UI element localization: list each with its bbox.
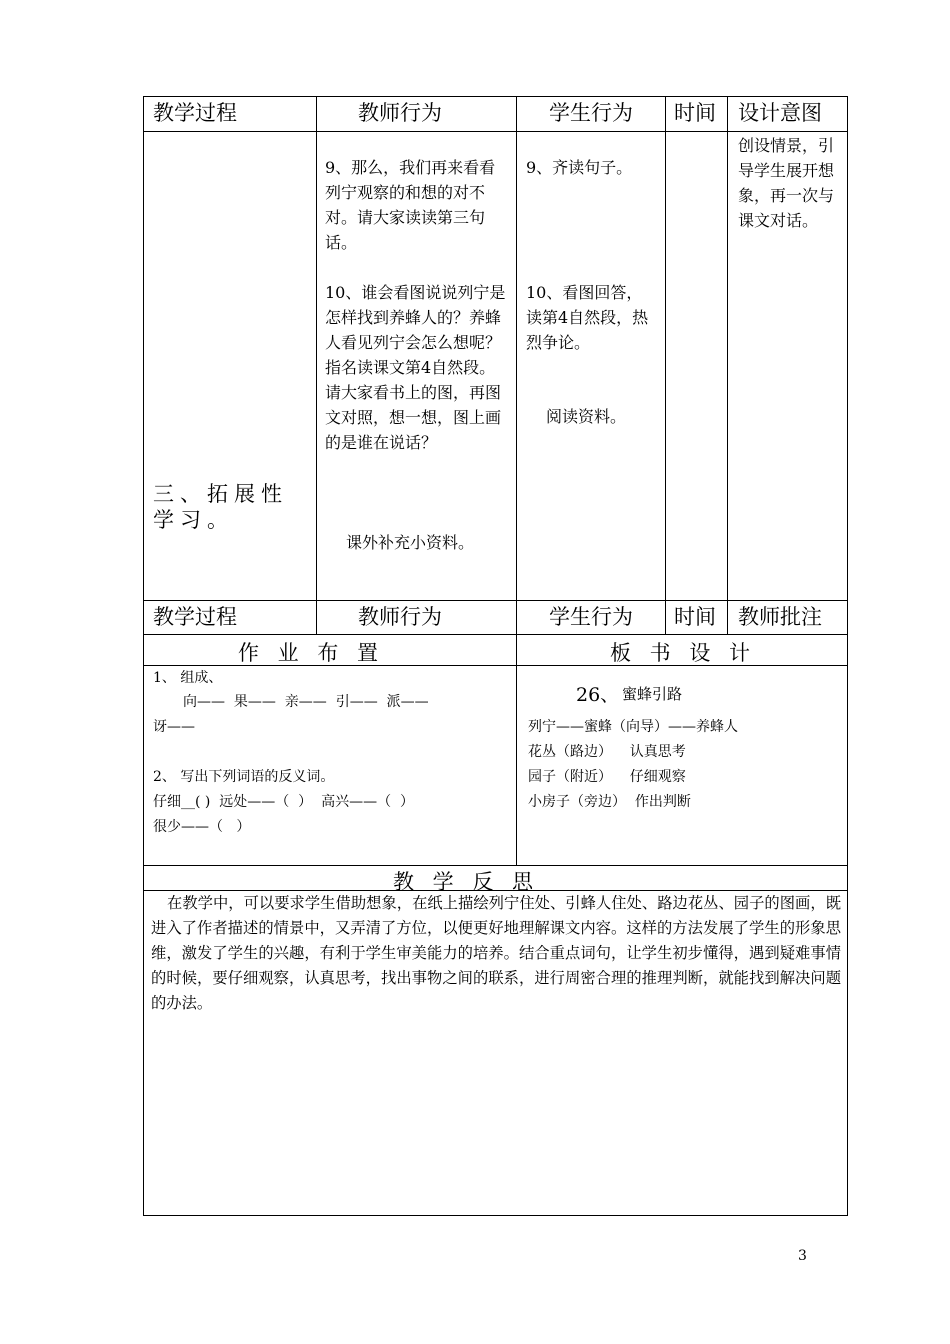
homework-title: 作 业 布 置	[238, 641, 385, 665]
col-divider-3	[665, 96, 666, 635]
header2-process: 教学过程	[153, 605, 237, 629]
teacher-step-9: 9、那么，我们再来看看列宁观察的和想的对不对。请大家读读第三句话。	[325, 158, 496, 252]
header2-notes: 教师批注	[738, 605, 822, 629]
header1-process: 教学过程	[153, 101, 237, 125]
design-intent: 创设情景，引导学生展开想象，再一次与课文对话。	[738, 136, 835, 230]
board-line-3: 园子（附近） 仔细观察	[528, 769, 686, 785]
board-lesson-number: 26、	[576, 684, 620, 706]
student-step-9: 9、齐读句子。	[526, 158, 633, 177]
page-number: 3	[798, 1248, 807, 1264]
col-divider-1	[316, 96, 317, 635]
col-divider-4	[727, 96, 728, 635]
reflection-title: 教 学 反 思	[393, 870, 540, 894]
homework-item1-tail: 讶——	[153, 719, 195, 735]
board-lesson-title: 蜜蜂引路	[622, 685, 683, 703]
homework-item2-label: 2、 写出下列词语的反义词。	[153, 769, 335, 785]
col-divider-2	[516, 96, 517, 865]
homework-item2-line1: 仔细__( ) 远处——（ ） 高兴——（ ）	[153, 794, 414, 810]
homework-item1-words: 向—— 果—— 亲—— 引—— 派——	[183, 694, 429, 710]
student-reading: 阅读资料。	[546, 407, 627, 426]
table-border-left	[143, 96, 144, 1216]
header1-bottom-border	[143, 131, 848, 132]
process-extension: 三、拓展性学习。	[153, 482, 288, 532]
board-line-2: 花丛（路边） 认真思考	[528, 744, 686, 760]
teacher-step-10: 10、谁会看图说说列宁是怎样找到养蜂人的？养蜂人看见列宁会怎么想呢？指名读课文第4自然段。请大家看书上的图，再图文对照，想一想，图上画的是谁在说话？	[325, 283, 506, 452]
header2-teacher: 教师行为	[358, 605, 442, 629]
teacher-column	[325, 155, 509, 455]
table-bottom-border	[143, 1215, 848, 1216]
board-line-1: 列宁——蜜蜂（向导）——养蜂人	[528, 719, 738, 735]
header1-design: 设计意图	[738, 101, 822, 125]
header2-time: 时间	[674, 605, 716, 629]
table-top-border	[143, 96, 848, 97]
board-title: 板 书 设 计	[610, 641, 757, 665]
header2-bottom-border	[143, 634, 848, 635]
homework-item2-line2: 很少——（ ）	[153, 819, 251, 835]
header1-time: 时间	[674, 101, 716, 125]
student-step-10: 10、看图回答，读第4自然段，热烈争论。	[526, 283, 649, 352]
table-border-right	[847, 96, 848, 1216]
header1-student: 学生行为	[549, 101, 633, 125]
header2-top-border	[143, 600, 848, 601]
header1-teacher: 教师行为	[358, 101, 442, 125]
reflection-text: 在教学中，可以要求学生借助想象，在纸上描绘列宁住处、引蜂人住处、路边花丛、园子的图画，既进入了作者描述的情景中，又弄清了方位，以便更好地理解课文内容。这样的方法发展了学生的形象思维，激发了学生的兴趣，有利于学生审美能力的培养。结合重点词句，让学生初步懂得，遇到疑难事情的时候，要仔细观察，认真思考，找出事物之间的联系，进行周密合理的推理判断，就能找到解决问题的办法。	[151, 894, 841, 1012]
homework-item1-label: 1、 组成、	[153, 670, 223, 686]
header2-student: 学生行为	[549, 605, 633, 629]
teacher-supplement: 课外补充小资料。	[346, 533, 475, 552]
board-line-4: 小房子（旁边） 作出判断	[528, 794, 691, 810]
